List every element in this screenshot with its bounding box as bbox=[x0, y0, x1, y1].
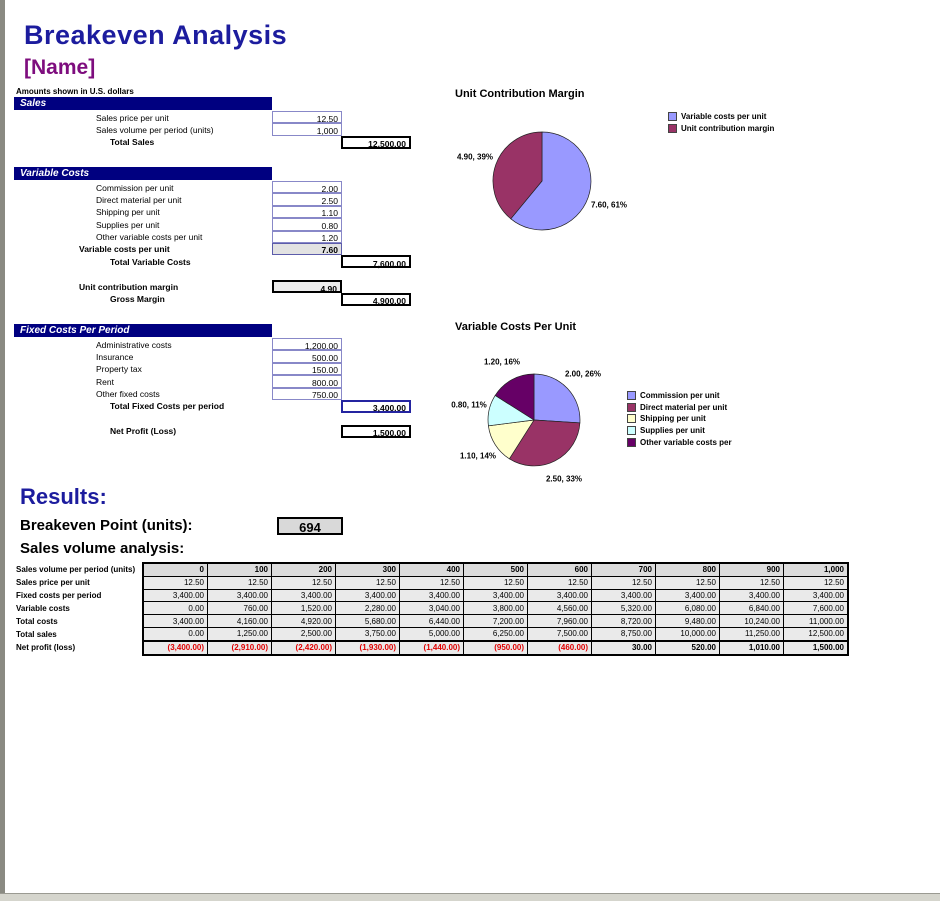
legend-item-other-variable-costs-per bbox=[627, 436, 732, 448]
sales-price-per-unit-input[interactable]: 12.50 bbox=[272, 111, 342, 123]
legend-label: Direct material per unit bbox=[640, 402, 728, 412]
legend-swatch-icon bbox=[627, 414, 636, 423]
sales-volume-analysis-table bbox=[14, 562, 849, 656]
table-cell: 30.00 bbox=[592, 641, 656, 655]
form-row bbox=[14, 231, 434, 243]
table-cell: 2,280.00 bbox=[336, 602, 400, 615]
form-row bbox=[14, 425, 434, 437]
table-cell: 1,500.00 bbox=[784, 641, 849, 655]
window-left-edge bbox=[0, 0, 5, 900]
table-cell: 3,400.00 bbox=[400, 589, 464, 602]
supplies-per-unit-input[interactable]: 0.80 bbox=[272, 218, 342, 230]
commission-per-unit-label: Commission per unit bbox=[96, 182, 174, 193]
form-row bbox=[14, 350, 434, 362]
pie-label-other-variable-costs-per: 1.20, 16% bbox=[483, 357, 521, 367]
chart-legend bbox=[668, 111, 774, 134]
table-cell: 0.00 bbox=[143, 602, 208, 615]
sales-volume-analysis-heading: Sales volume analysis: bbox=[20, 540, 185, 557]
table-cell: 5,680.00 bbox=[336, 615, 400, 628]
gross-margin-cell: 4,900.00 bbox=[341, 293, 411, 306]
form-row bbox=[14, 268, 434, 280]
name-placeholder-cell[interactable]: [Name] bbox=[24, 56, 96, 79]
table-cell: 6,080.00 bbox=[656, 602, 720, 615]
pie-label-shipping-per-unit: 1.10, 14% bbox=[459, 451, 497, 461]
form-row bbox=[14, 388, 434, 400]
direct-material-per-unit-input[interactable]: 2.50 bbox=[272, 193, 342, 205]
net-profit-loss-cell: 1,500.00 bbox=[341, 425, 411, 438]
variable-costs-section bbox=[14, 167, 434, 305]
table-cell: 12.50 bbox=[336, 576, 400, 589]
table-cell: (1,440.00) bbox=[400, 641, 464, 655]
rent-label: Rent bbox=[96, 376, 114, 387]
table-cell: 7,960.00 bbox=[528, 615, 592, 628]
table-cell: 5,320.00 bbox=[592, 602, 656, 615]
legend-label: Supplies per unit bbox=[640, 426, 705, 436]
pie-label-direct-material-per-unit: 2.50, 33% bbox=[545, 474, 583, 484]
table-cell: 12.50 bbox=[656, 576, 720, 589]
table-cell: 8,750.00 bbox=[592, 627, 656, 640]
table-cell: 3,800.00 bbox=[464, 602, 528, 615]
table-cell: 3,400.00 bbox=[656, 589, 720, 602]
table-cell: 3,750.00 bbox=[336, 627, 400, 640]
chart-legend bbox=[627, 390, 732, 448]
legend-label: Unit contribution margin bbox=[681, 123, 775, 133]
table-cell: 7,500.00 bbox=[528, 627, 592, 640]
legend-item-direct-material-per-unit bbox=[627, 402, 732, 414]
breakeven-point-value: 694 bbox=[277, 517, 343, 535]
results-section bbox=[14, 484, 926, 564]
variable-costs-per-unit-chart bbox=[440, 318, 940, 503]
table-row-total-costs bbox=[14, 615, 848, 628]
table-cell: 3,400.00 bbox=[336, 589, 400, 602]
form-row bbox=[14, 243, 434, 255]
sales-price-per-unit-label: Sales price per unit bbox=[96, 112, 169, 123]
table-cell: 12.50 bbox=[208, 576, 272, 589]
table-cell: 0 bbox=[143, 563, 208, 576]
table-cell: 3,400.00 bbox=[784, 589, 849, 602]
row-label: Total sales bbox=[16, 629, 57, 639]
form-row bbox=[14, 181, 434, 193]
form-row bbox=[14, 293, 434, 305]
form-row bbox=[14, 363, 434, 375]
table-cell: 12.50 bbox=[464, 576, 528, 589]
table-row-fixed-costs-per-period bbox=[14, 589, 848, 602]
variable-costs-per-unit-label: Variable costs per unit bbox=[79, 244, 170, 255]
table-cell: 3,040.00 bbox=[400, 602, 464, 615]
unit-contribution-margin-chart bbox=[440, 85, 940, 265]
total-variable-costs-cell: 7,600.00 bbox=[341, 255, 411, 268]
table-row-variable-costs bbox=[14, 602, 848, 615]
property-tax-input[interactable]: 150.00 bbox=[272, 363, 342, 375]
breakeven-point-label: Breakeven Point (units): bbox=[20, 517, 193, 534]
direct-material-per-unit-label: Direct material per unit bbox=[96, 194, 182, 205]
legend-swatch-icon bbox=[627, 438, 636, 447]
legend-item-shipping-per-unit bbox=[627, 413, 732, 425]
table-cell: 1,000 bbox=[784, 563, 849, 576]
form-row bbox=[14, 400, 434, 412]
table-cell: 6,840.00 bbox=[720, 602, 784, 615]
gross-margin-label: Gross Margin bbox=[110, 294, 165, 305]
shipping-per-unit-input[interactable]: 1.10 bbox=[272, 206, 342, 218]
sales-volume-per-period-units-input[interactable]: 1,000 bbox=[272, 123, 342, 135]
table-cell: 12.50 bbox=[528, 576, 592, 589]
row-label: Sales price per unit bbox=[16, 578, 90, 588]
table-cell: 7,200.00 bbox=[464, 615, 528, 628]
table-cell: 12.50 bbox=[272, 576, 336, 589]
table-cell: 12.50 bbox=[720, 576, 784, 589]
table-cell: 9,480.00 bbox=[656, 615, 720, 628]
form-row bbox=[14, 412, 434, 424]
legend-label: Other variable costs per bbox=[640, 437, 732, 447]
table-cell: 800 bbox=[656, 563, 720, 576]
row-label: Net profit (loss) bbox=[16, 643, 76, 653]
table-cell: 3,400.00 bbox=[528, 589, 592, 602]
table-cell: 3,400.00 bbox=[208, 589, 272, 602]
table-cell: (3,400.00) bbox=[143, 641, 208, 655]
table-cell: (2,910.00) bbox=[208, 641, 272, 655]
pie-label-supplies-per-unit: 0.80, 11% bbox=[451, 400, 487, 410]
table-cell: (2,420.00) bbox=[272, 641, 336, 655]
fixed-costs-section-header: Fixed Costs Per Period bbox=[14, 324, 272, 337]
table-cell: 1,250.00 bbox=[208, 627, 272, 640]
form-row bbox=[14, 255, 434, 267]
legend-swatch-icon bbox=[668, 124, 677, 133]
table-cell: 900 bbox=[720, 563, 784, 576]
legend-swatch-icon bbox=[627, 426, 636, 435]
unit-contribution-margin-cell: 4.90 bbox=[272, 280, 342, 292]
table-cell: (950.00) bbox=[464, 641, 528, 655]
table-row-total-sales bbox=[14, 627, 848, 640]
form-row bbox=[14, 206, 434, 218]
administrative-costs-input[interactable]: 1,200.00 bbox=[272, 338, 342, 350]
table-cell: 600 bbox=[528, 563, 592, 576]
table-row-net-profit-loss bbox=[14, 641, 848, 655]
table-cell: (1,930.00) bbox=[336, 641, 400, 655]
rent-input[interactable]: 800.00 bbox=[272, 375, 342, 387]
form-row bbox=[14, 280, 434, 292]
table-cell: 6,440.00 bbox=[400, 615, 464, 628]
table-cell: 0.00 bbox=[143, 627, 208, 640]
table-cell: 4,560.00 bbox=[528, 602, 592, 615]
legend-label: Commission per unit bbox=[640, 391, 720, 401]
table-cell: 500 bbox=[464, 563, 528, 576]
table-row-sales-price-per-unit bbox=[14, 576, 848, 589]
administrative-costs-label: Administrative costs bbox=[96, 339, 172, 350]
row-label: Fixed costs per period bbox=[16, 590, 102, 600]
supplies-per-unit-label: Supplies per unit bbox=[96, 219, 160, 230]
form-row bbox=[14, 193, 434, 205]
form-row bbox=[14, 338, 434, 350]
row-label: Variable costs bbox=[16, 603, 70, 613]
table-cell: (460.00) bbox=[528, 641, 592, 655]
table-cell: 1,010.00 bbox=[720, 641, 784, 655]
pie-label-commission-per-unit: 2.00, 26% bbox=[564, 369, 602, 379]
chart-title: Unit Contribution Margin bbox=[455, 88, 585, 100]
table-cell: 10,240.00 bbox=[720, 615, 784, 628]
table-cell: 12.50 bbox=[143, 576, 208, 589]
table-cell: 11,000.00 bbox=[784, 615, 849, 628]
table-cell: 7,600.00 bbox=[784, 602, 849, 615]
table-cell: 100 bbox=[208, 563, 272, 576]
other-variable-costs-per-unit-label: Other variable costs per unit bbox=[96, 232, 203, 243]
form-row bbox=[14, 136, 434, 148]
table-cell: 12,500.00 bbox=[784, 627, 849, 640]
insurance-input[interactable]: 500.00 bbox=[272, 350, 342, 362]
unit-contribution-margin-label: Unit contribution margin bbox=[79, 281, 179, 292]
fixed-costs-section bbox=[14, 324, 434, 437]
table-cell: 520.00 bbox=[656, 641, 720, 655]
table-cell: 3,400.00 bbox=[143, 589, 208, 602]
sales-section-header: Sales bbox=[14, 97, 272, 110]
legend-item-variable-costs-per-unit bbox=[668, 111, 774, 123]
legend-label: Shipping per unit bbox=[640, 414, 706, 424]
variable-costs-per-unit-cell: 7.60 bbox=[272, 243, 342, 255]
total-fixed-costs-per-period-cell: 3,400.00 bbox=[341, 400, 411, 413]
table-cell: 12.50 bbox=[784, 576, 849, 589]
chart-title: Variable Costs Per Unit bbox=[455, 321, 577, 333]
variable-costs-section-header: Variable Costs bbox=[14, 167, 272, 180]
pie-slice-commission-per-unit bbox=[534, 374, 580, 423]
insurance-label: Insurance bbox=[96, 351, 134, 362]
table-cell: 760.00 bbox=[208, 602, 272, 615]
legend-label: Variable costs per unit bbox=[681, 112, 767, 122]
table-cell: 12.50 bbox=[400, 576, 464, 589]
legend-item-supplies-per-unit bbox=[627, 425, 732, 437]
legend-item-commission-per-unit bbox=[627, 390, 732, 402]
form-row bbox=[14, 375, 434, 387]
table-cell: 400 bbox=[400, 563, 464, 576]
table-cell: 6,250.00 bbox=[464, 627, 528, 640]
table-cell: 11,250.00 bbox=[720, 627, 784, 640]
form-row bbox=[14, 111, 434, 123]
pie-label-variable-costs-per-unit: 7.60, 61% bbox=[590, 200, 628, 210]
form-row bbox=[14, 123, 434, 135]
table-cell: 1,520.00 bbox=[272, 602, 336, 615]
table-cell: 300 bbox=[336, 563, 400, 576]
other-fixed-costs-input[interactable]: 750.00 bbox=[272, 388, 342, 400]
sales-volume-per-period-units-label: Sales volume per period (units) bbox=[96, 124, 214, 135]
row-label: Total costs bbox=[16, 616, 58, 626]
results-heading: Results: bbox=[20, 484, 107, 509]
table-cell: 3,400.00 bbox=[592, 589, 656, 602]
total-sales-label: Total Sales bbox=[110, 137, 155, 148]
table-cell: 700 bbox=[592, 563, 656, 576]
table-cell: 8,720.00 bbox=[592, 615, 656, 628]
legend-swatch-icon bbox=[627, 403, 636, 412]
table-row-sales-volume-per-period-units bbox=[14, 563, 848, 576]
page-title: Breakeven Analysis bbox=[24, 20, 288, 50]
total-sales-cell: 12,500.00 bbox=[341, 136, 411, 149]
table-cell: 4,920.00 bbox=[272, 615, 336, 628]
table-cell: 3,400.00 bbox=[272, 589, 336, 602]
form-row bbox=[14, 218, 434, 230]
property-tax-label: Property tax bbox=[96, 364, 142, 375]
legend-swatch-icon bbox=[668, 112, 677, 121]
pie-label-unit-contribution-margin: 4.90, 39% bbox=[456, 152, 494, 162]
currency-note: Amounts shown in U.S. dollars bbox=[16, 87, 134, 96]
shipping-per-unit-label: Shipping per unit bbox=[96, 207, 160, 218]
sales-section bbox=[14, 97, 434, 148]
table-cell: 5,000.00 bbox=[400, 627, 464, 640]
other-fixed-costs-label: Other fixed costs bbox=[96, 389, 160, 400]
table-cell: 4,160.00 bbox=[208, 615, 272, 628]
row-label: Sales volume per period (units) bbox=[16, 565, 136, 575]
net-profit-loss-label: Net Profit (Loss) bbox=[110, 426, 177, 437]
table-cell: 2,500.00 bbox=[272, 627, 336, 640]
table-cell: 3,400.00 bbox=[143, 615, 208, 628]
table-cell: 12.50 bbox=[592, 576, 656, 589]
table-cell: 200 bbox=[272, 563, 336, 576]
table-cell: 10,000.00 bbox=[656, 627, 720, 640]
table-cell: 3,400.00 bbox=[720, 589, 784, 602]
total-variable-costs-label: Total Variable Costs bbox=[110, 256, 191, 267]
legend-swatch-icon bbox=[627, 391, 636, 400]
table-cell: 3,400.00 bbox=[464, 589, 528, 602]
total-fixed-costs-per-period-label: Total Fixed Costs per period bbox=[110, 401, 225, 412]
legend-item-unit-contribution-margin bbox=[668, 123, 774, 135]
other-variable-costs-per-unit-input[interactable]: 1.20 bbox=[272, 231, 342, 243]
commission-per-unit-input[interactable]: 2.00 bbox=[272, 181, 342, 193]
